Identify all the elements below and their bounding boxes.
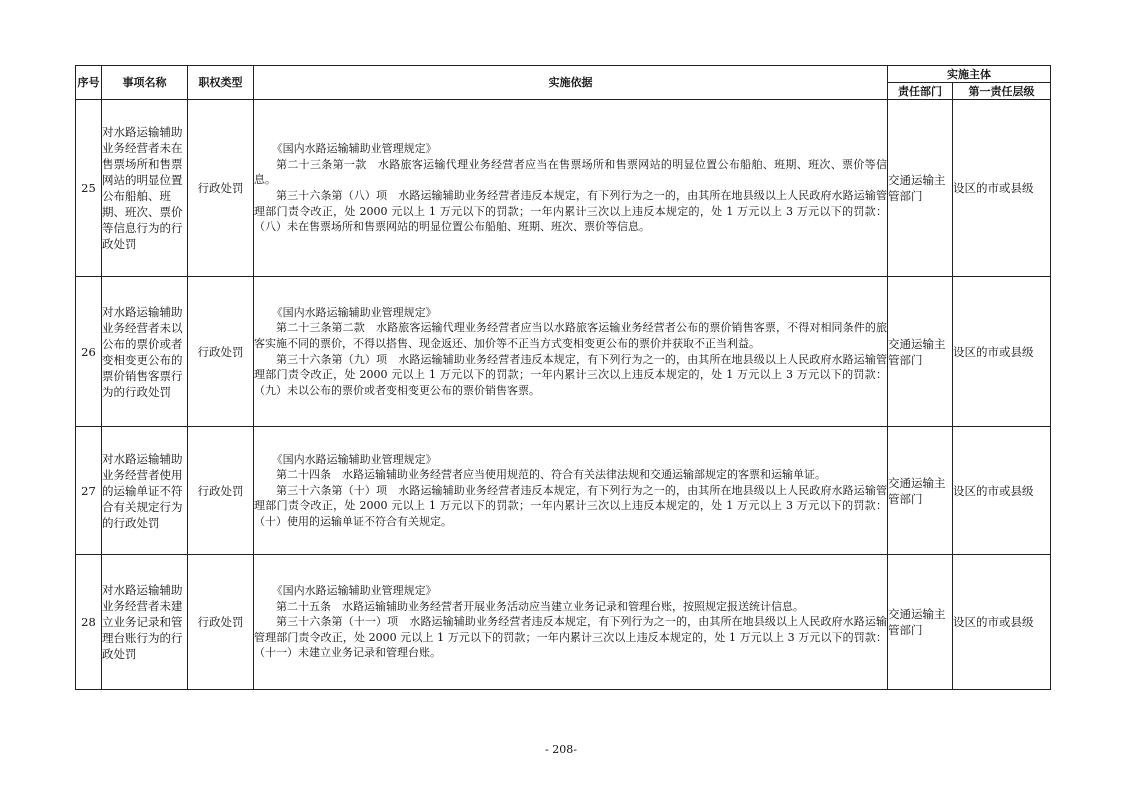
header-subject: 实施主体 bbox=[888, 66, 1051, 83]
header-basis: 实施依据 bbox=[254, 66, 888, 100]
item-name: 对水路运输辅助业务经营者使用的运输单证不符合有关规定行为的行政处罚 bbox=[102, 427, 188, 555]
authority-type: 行政处罚 bbox=[188, 277, 254, 427]
basis-penalty: 第三十六条第（九）项 水路运输辅助业务经营者违反本规定，有下列行为之一的，由其所在地县级以上人民政府水路运输管理部门责令改正，处 2000 元以上 1 万元以下的罚款；一年内累计三次以上违反本规定的，处 1 万元以上 3 万元以下的罚款：（九）未以公布的票价或者变相变更公布的票价销售客票。 bbox=[254, 352, 887, 397]
responsible-level: 设区的市或县级 bbox=[953, 277, 1051, 427]
basis-regulation: 《国内水路运输辅助业管理规定》 bbox=[271, 584, 437, 598]
item-name: 对水路运输辅助业务经营者未在售票场所和售票网站的明显位置公布船舶、班期、班次、票价等信息行为的行政处罚 bbox=[102, 100, 188, 277]
legal-basis bbox=[254, 277, 888, 427]
legal-basis bbox=[254, 555, 888, 690]
header-dept: 责任部门 bbox=[888, 83, 953, 100]
authority-type: 行政处罚 bbox=[188, 427, 254, 555]
item-name: 对水路运输辅助业务经营者未以公布的票价或者变相变更公布的票价销售客票行为的行政处罚 bbox=[102, 277, 188, 427]
basis-penalty: 第三十六条第（十一）项 水路运输辅助业务经营者违反本规定，有下列行为之一的，由其所在地县级以上人民政府水路运输管理部门责令改正，处 2000 元以上 1 万元以下的罚款；一年内累计三次以上违反本规定的，处 1 万元以上 3 万元以下的罚款：（十一）未建立业务记录和管理台账。 bbox=[254, 615, 887, 660]
responsible-dept: 交通运输主管部门 bbox=[888, 555, 953, 690]
responsible-level: 设区的市或县级 bbox=[953, 100, 1051, 277]
row-number: 25 bbox=[76, 100, 102, 277]
authority-table bbox=[75, 65, 1051, 690]
header-type: 职权类型 bbox=[188, 66, 254, 100]
table-row bbox=[76, 555, 1051, 690]
header-seq: 序号 bbox=[76, 66, 102, 100]
row-number: 26 bbox=[76, 277, 102, 427]
responsible-dept: 交通运输主管部门 bbox=[888, 277, 953, 427]
header-level: 第一责任层级 bbox=[953, 83, 1051, 100]
item-name: 对水路运输辅助业务经营者未建立业务记录和管理台账行为的行政处罚 bbox=[102, 555, 188, 690]
row-number: 28 bbox=[76, 555, 102, 690]
responsible-level: 设区的市或县级 bbox=[953, 555, 1051, 690]
row-number: 27 bbox=[76, 427, 102, 555]
page-number: - 208- bbox=[545, 743, 577, 756]
authority-type: 行政处罚 bbox=[188, 100, 254, 277]
basis-article: 第二十四条 水路运输辅助业务经营者应当使用规范的、符合有关法律法规和交通运输部规定的客票和运输单证。 bbox=[276, 468, 826, 482]
basis-regulation: 《国内水路运输辅助业管理规定》 bbox=[271, 305, 437, 319]
basis-article: 第二十三条第二款 水路旅客运输代理业务经营者应当以水路旅客运输业务经营者公布的票价销售客票，不得对相同条件的旅客实施不同的票价，不得以搭售、现金返还、加价等不正当方式变相变更公布的票价并获取不正当利益。 bbox=[254, 321, 887, 350]
responsible-dept: 交通运输主管部门 bbox=[888, 427, 953, 555]
table-row bbox=[76, 427, 1051, 555]
basis-article: 第二十五条 水路运输辅助业务经营者开展业务活动应当建立业务记录和管理台账，按照规定报送统计信息。 bbox=[276, 599, 804, 613]
legal-basis bbox=[254, 427, 888, 555]
table-row bbox=[76, 277, 1051, 427]
legal-basis bbox=[254, 100, 888, 277]
basis-penalty: 第三十六条第（十）项 水路运输辅助业务经营者违反本规定，有下列行为之一的，由其所在地县级以上人民政府水路运输管理部门责令改正，处 2000 元以上 1 万元以下的罚款；一年内累计三次以上违反本规定的，处 1 万元以上 3 万元以下的罚款：（十）使用的运输单证不符合有关规定。 bbox=[254, 483, 887, 528]
basis-penalty: 第三十六条第（八）项 水路运输辅助业务经营者违反本规定，有下列行为之一的，由其所在地县级以上人民政府水路运输管理部门责令改正，处 2000 元以上 1 万元以下的罚款；一年内累计三次以上违反本规定的，处 1 万元以上 3 万元以下的罚款：（八）未在售票场所和售票网站的明显位置公布船舶、班期、班次、票价等信息。 bbox=[254, 189, 887, 234]
responsible-dept: 交通运输主管部门 bbox=[888, 100, 953, 277]
table-row bbox=[76, 100, 1051, 277]
authority-type: 行政处罚 bbox=[188, 555, 254, 690]
basis-article: 第二十三条第一款 水路旅客运输代理业务经营者应当在售票场所和售票网站的明显位置公布船舶、班期、班次、票价等信息。 bbox=[254, 157, 887, 187]
basis-regulation: 《国内水路运输辅助业管理规定》 bbox=[271, 452, 437, 466]
basis-regulation: 《国内水路运输辅助业管理规定》 bbox=[271, 142, 437, 156]
responsible-level: 设区的市或县级 bbox=[953, 427, 1051, 555]
header-name: 事项名称 bbox=[102, 66, 188, 100]
